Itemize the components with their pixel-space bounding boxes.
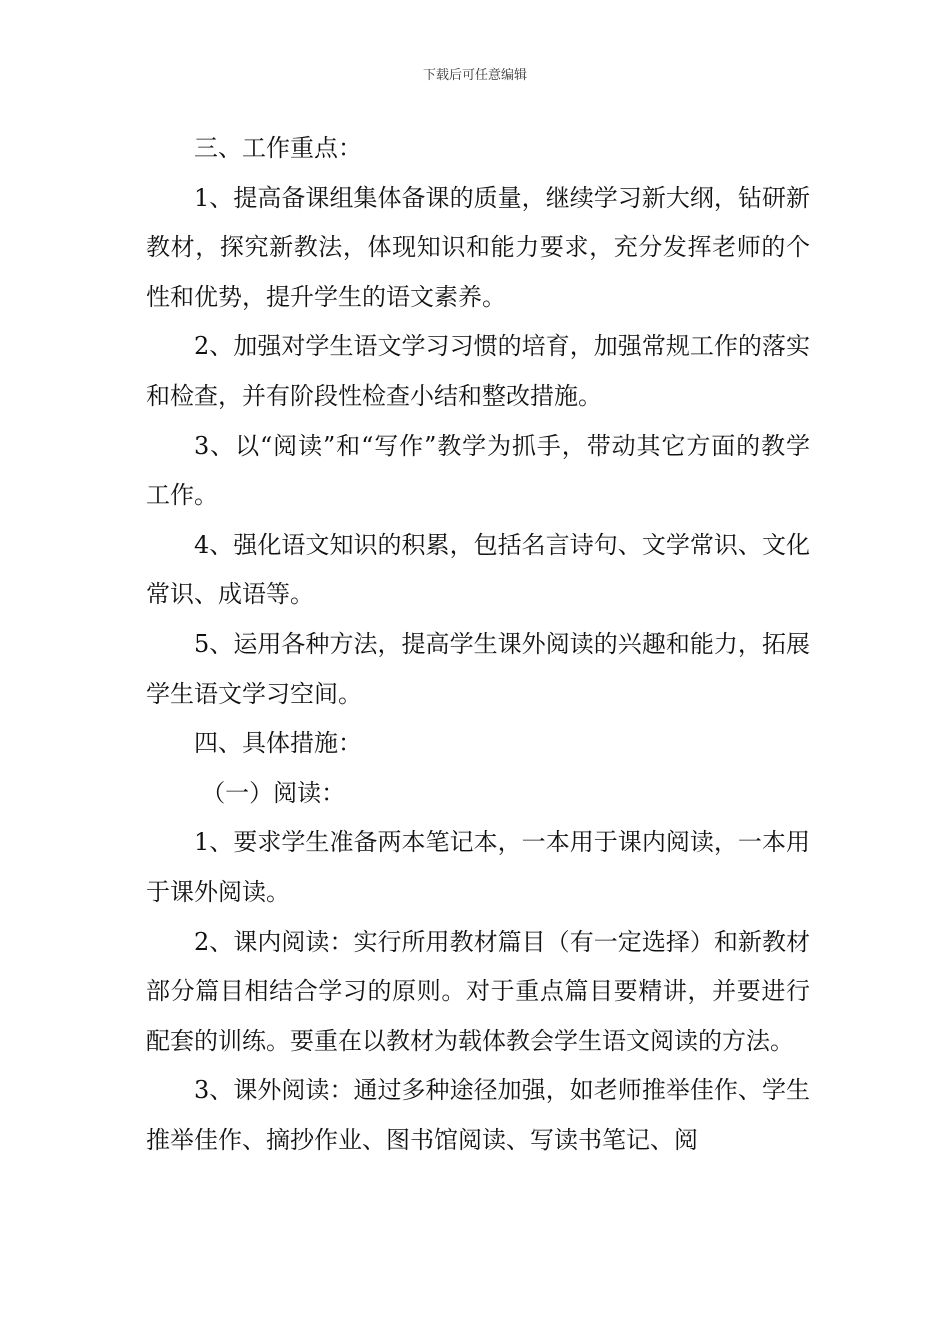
paragraph-item-5: 5、运用各种方法，提高学生课外阅读的兴趣和能力，拓展学生语文学习空间。 [146,629,810,708]
subsection-heading-reading: （一）阅读： [201,778,346,807]
paragraph-reading-3: 3、课外阅读：通过多种途径加强，如老师推举佳作、学生推举佳作、摘抄作业、图书馆阅读、写读书笔记、阅 [146,1076,810,1154]
paragraph-reading-1: 1、要求学生准备两本笔记本，一本用于课内阅读，一本用于课外阅读。 [146,828,810,906]
paragraph-item-4: 4、强化语文知识的积累，包括名言诗句、文学常识、文化常识、成语等。 [146,530,810,609]
section-heading-work-focus: 三、工作重点： [194,134,362,162]
paragraph-item-2: 2、加强对学生语文学习习惯的培育，加强常规工作的落实和检查，并有阶段性检查小结和整改措施。 [146,332,810,410]
paragraph-item-3: 3、以“阅读”和“写作”教学为抓手，带动其它方面的教学工作。 [146,431,810,510]
section-heading-measures: 四、具体措施： [194,729,362,758]
document-body [146,124,810,1165]
paragraph-item-1: 1、提高备课组集体备课的质量，继续学习新大纲，钻研新教材，探究新教法，体现知识和能力要求，充分发挥老师的个性和优势，提升学生的语文素养。 [146,183,810,311]
page-header: 下载后可任意编辑 [422,68,527,83]
paragraph-reading-2: 2、课内阅读：实行所用教材篇目（有一定选择）和新教材部分篇目相结合学习的原则。对于重点篇目要精讲，并要进行配套的训练。要重在以教材为载体教会学生语文阅读的方法。 [146,927,810,1055]
